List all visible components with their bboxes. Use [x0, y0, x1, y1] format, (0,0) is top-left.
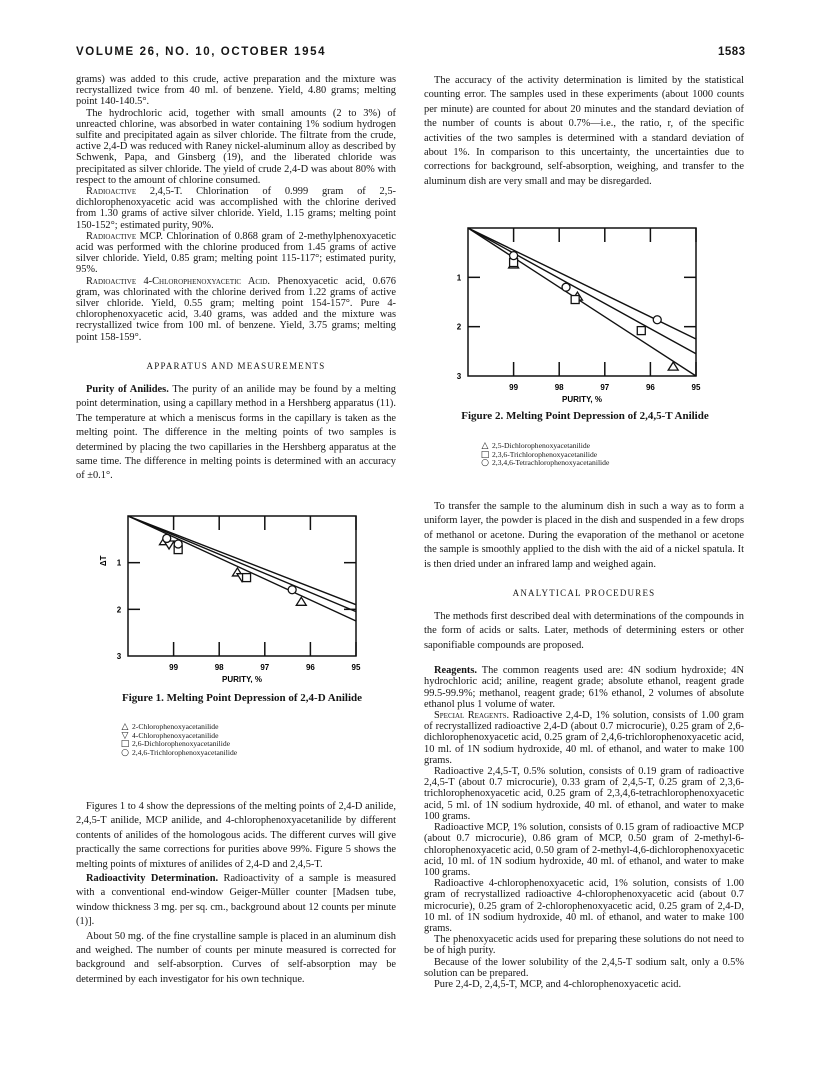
x-axis-label: PURITY, % — [221, 675, 263, 683]
run-in-head: Radioactive — [86, 186, 137, 198]
data-point-triangle-up — [296, 597, 306, 605]
run-in-head: Radioactive 4-Chlorophenoxyacetic Acid. — [86, 275, 271, 287]
paragraph-body: The purity of an anilide may be found by a melting point determination, using a capillary method in a Hershberg apparatus (11). The temperature at which a meniscus forms in the capillary is taken as the melting point. The difference in the melting points of two samples is determined by placing the two capillaries in the Hershberg apparatus at the same time. The difference in melting points is determined with an accuracy of ±0.1°. — [76, 383, 396, 482]
fitted-line — [468, 228, 696, 339]
figure-2-title: Figure 2. Melting Point Depression of 2,4,5-T Anilide — [461, 410, 709, 422]
pure-acids-paragraph: Pure 2,4-D, 2,4,5-T, MCP, and 4-chlorophenoxyacetic acid. — [434, 978, 682, 990]
paragraph-body: The common reagents used are: 4N sodium hydroxide; 4N hydrochloric acid; aniline, reagent grade; absolute ethanol, reagent grade 99.5-99.9%; methanol, reagent grade; 61% ethanol, 2 volumes of absolute ethanol plus 1 volume of water. — [424, 665, 744, 710]
transfer-paragraph: To transfer the sample to the aluminum dish in such a way as to form a uniform layer, the powder is placed in the dish and suspended in a few drops of methanol or acetone. During the evaporation of the methanol or acetone the sample is smoothly applied to the dish with the aid of a nickel spatula. It is then dried under an infrared lamp and weighed again. — [424, 501, 744, 570]
paragraph-body: 2,4,5-T. Chlorination of 0.999 gram of 2,5-dichlorophenoxyacetic acid was accomplished with the chlorine derived from 1.30 grams of active silver chloride. Yield, 1.15 grams; melting point 150-152°; estimated purity, 90%. — [76, 186, 396, 231]
paragraph-body: Radioactivity of a sample is measured with a conventional end-window Geiger-Müller counter [Madsen tube, window thickness 3 mg. per sq. cm., background about 12 counts per minute (1)]. — [76, 873, 396, 928]
radioactive-245t-solution-paragraph: Radioactive 2,4,5-T, 0.5% solution, consists of 0.19 gram of radioactive 2,4,5-T (about 0.7 microcurie), 0.33 gram of 2,4,5-T, 0.25 gram of 2,3,6-trichlorophenoxyacetic acid, 0.25 gram of 2,3,4,6-tetrachlorophenoxyacetic acid, 5 ml. of 1N sodium hydroxide, 40 ml. of ethanol, and water to make 100 grams. — [424, 766, 744, 822]
fitted-line — [128, 516, 356, 605]
data-point-circle — [163, 534, 171, 542]
figure-2-legend — [478, 442, 609, 468]
x-tick-label: 97 — [260, 663, 270, 672]
legend-label: 2,5-Dichlorophenoxyacetanilide — [492, 441, 591, 450]
triangle-up-icon: △ — [481, 441, 489, 451]
section-heading-apparatus: APPARATUS AND MEASUREMENTS — [146, 360, 326, 371]
paragraph-body: Phenoxyacetic acid, 0.676 gram, was chlorinated with the chlorine derived from 1.22 grams of active silver chloride. Yield, 0.55 gram; melting point 154-157°. Pure 4-chlorophenoxyacetic acid, 3.40 grams, was added and the mixture was recrystallized twice from 100 ml. of benzene. Yield, 3.75 grams; melting point 158-159°. — [76, 275, 396, 343]
fitted-line — [468, 228, 696, 354]
x-tick-label: 96 — [645, 383, 655, 392]
square-icon: □ — [480, 449, 490, 460]
legend-label: 2,4,6-Trichlorophenoxyacetanilide — [132, 747, 238, 757]
y-axis-label: ΔT — [99, 555, 108, 567]
figure-1-title: Figure 1. Melting Point Depression of 2,4-D Anilide — [121, 692, 363, 704]
data-point-circle — [562, 283, 570, 291]
x-tick-label: 99 — [509, 383, 519, 392]
fitted-line — [128, 516, 356, 621]
radioactive-4cpa-paragraph — [76, 276, 396, 343]
figure-2 — [430, 218, 720, 413]
legend-label: 2-Chlorophenoxyacetanilide — [132, 722, 219, 731]
run-in-head: Radioactivity Determination. — [86, 873, 219, 885]
methods-paragraph: The methods first described deal with determinations of the compounds in the form of acids or salts. Later, methods of determining esters or other saponifiable compounds are proposed. — [424, 611, 744, 651]
y-tick-label: 3 — [456, 372, 462, 381]
run-in-head: Purity of Anilides. — [86, 383, 169, 395]
figure-1-caption — [92, 692, 392, 705]
x-tick-label: 99 — [169, 663, 179, 672]
about-50mg-paragraph: About 50 mg. of the fine crystalline sample is placed in an aluminum dish and weighed. The number of counts per minute measured is corrected for background and self-absorption. Curves of self-absorption may be determined by each investigator for his own technique. — [76, 930, 396, 985]
y-tick-label: 1 — [456, 273, 462, 283]
figure-2-chart — [430, 218, 720, 408]
special-reagents-paragraph — [424, 710, 744, 766]
left-column-top — [76, 74, 396, 484]
figure-2-caption — [455, 410, 715, 423]
prep-paragraph-1: grams) was added to this crude, active preparation and the mixture was recrystallized twice from 40 ml. of benzene. Yield, 4.80 grams; melting point 140-140.5°. — [76, 74, 396, 108]
circle-icon: ○ — [121, 747, 129, 758]
legend-item — [118, 749, 237, 758]
x-tick-label: 98 — [214, 663, 224, 672]
figure-1-chart — [90, 508, 380, 683]
figure-1 — [90, 508, 380, 688]
phenoxyacetic-purity-paragraph: The phenoxyacetic acids used for preparing these solutions do not need to be of high purity. — [424, 934, 744, 957]
triangle-down-icon: ▽ — [121, 730, 129, 741]
radioactive-mcp-solution-paragraph: Radioactive MCP, 1% solution, consists of 0.15 gram of radioactive MCP (about 0.7 microcurie), 0.86 gram of MCP, 0.50 gram of 2-methyl-6-chlorophenoxyacetic acid, 0.50 gram of 2-methyl-4,6-dichlorophenoxyacetic acid, 10 ml. of 1N sodium hydroxide, 40 ml. of ethanol, and water to make 100 grams. — [424, 822, 744, 878]
reagents-paragraph — [424, 665, 744, 710]
x-tick-label: 97 — [600, 383, 610, 392]
run-in-head: Special Reagents. — [434, 710, 510, 722]
radioactive-mcp-paragraph — [76, 231, 396, 276]
fitted-line — [128, 516, 356, 612]
x-tick-label: 98 — [554, 383, 564, 392]
run-in-head: Reagents. — [434, 665, 477, 677]
x-tick-label: 95 — [691, 383, 701, 392]
page-number: 1583 — [718, 46, 746, 58]
y-tick-label: 2 — [116, 605, 122, 615]
run-in-head: Radioactive — [86, 230, 137, 242]
data-point-circle — [288, 586, 296, 594]
legend-label: 2,6-Dichlorophenoxyacetanilide — [132, 739, 231, 749]
data-point-square — [571, 296, 579, 304]
purity-paragraph — [76, 383, 396, 484]
solubility-paragraph: Because of the lower solubility of the 2,4,5-T sodium salt, only a 0.5% solution can be prepared. — [424, 956, 744, 979]
x-tick-label: 95 — [351, 663, 361, 672]
left-column-bottom — [76, 800, 396, 987]
prep-paragraph-2: The hydrochloric acid, together with small amounts (2 to 3%) of unreacted chlorine, was absorbed in water containing 1% sodium hydrogen sulfite and precipitated again as silver chloride. The filtrate from the crude, active 2,4-D was reduced with Raney nickel-aluminum alloy as described by Schwenk, Papa, and Ginsberg (19), and the liberated chloride was precipitated as silver chloride. The yield of crude 2,4-D was about 80% with respect to the amount of chlorine consumed. — [76, 107, 396, 186]
data-point-square — [637, 327, 645, 335]
x-tick-label: 96 — [305, 663, 315, 672]
data-point-circle — [174, 540, 182, 548]
circle-icon: ○ — [481, 458, 489, 469]
y-tick-label: 2 — [456, 322, 462, 332]
legend-label: 2,3,6-Trichlorophenoxyacetanilide — [492, 449, 598, 459]
legend-item — [478, 459, 609, 468]
square-icon: □ — [120, 739, 130, 750]
accuracy-paragraph: The accuracy of the activity determination is limited by the statistical counting error. The samples used in these experiments (about 1000 counts per minute) are counted for about 20 minutes and the standard deviation of the number of counts is about 0.7%—i.e., the ratio, r, of the specific activities of the two samples is determined with a standard deviation of about 1%. In comparison to this uncertainty, the uncertainties due to corrections for background, self-absorption, weighing, and transfer to the aluminum dish are very small and may be disregarded. — [424, 75, 744, 187]
data-point-circle — [510, 252, 518, 260]
fitted-line — [468, 228, 696, 376]
radioactivity-paragraph — [76, 872, 396, 930]
figure-1-legend — [118, 723, 237, 757]
radioactive-4cpa-solution-paragraph: Radioactive 4-chlorophenoxyacetic acid, 1% solution, consists of 1.00 gram of recrystallized radioactive 4-chlorophenoxyacetic acid (about 0.7 microcurie), 0.25 gram of 2-chlorophenoxyacetic acid, 0.25 gram of 2,4-D, 10 ml. of 1N sodium hydroxide, 40 ml. of ethanol, and water to make 100 grams. — [424, 878, 744, 934]
paragraph-body: MCP. Chlorination of 0.868 gram of 2-methylphenoxyacetic acid was performed with the chlorine produced from 1.45 grams of active silver chloride. Yield, 0.85 gram; melting point 115-117°; estimated purity, 95%. — [76, 230, 396, 276]
triangle-up-icon: △ — [121, 722, 129, 732]
section-heading-analytical: ANALYTICAL PROCEDURES — [512, 588, 656, 599]
legend-label: 4-Chlorophenoxyacetanilide — [132, 730, 219, 740]
radioactive-245t-paragraph — [76, 186, 396, 231]
x-axis-label: PURITY, % — [561, 395, 603, 404]
y-tick-label: 3 — [116, 652, 122, 661]
right-column-bottom — [424, 500, 744, 990]
data-point-circle — [653, 316, 661, 324]
data-point-square — [243, 574, 251, 582]
journal-header: VOLUME 26, NO. 10, OCTOBER 1954 — [76, 46, 327, 58]
figures-paragraph: Figures 1 to 4 show the depressions of the melting points of 2,4-D anilide, 2,4,5-T anilide, MCP anilide, and 4-chlorophenoxyacetanilide by different contents of anilides of the homologous acids. The different curves will give practically the same corrections for purities above 99%. Figure 5 shows the melting points of mixtures of anilides of 2,4-D and 2,4,5-T. — [76, 801, 396, 870]
legend-label: 2,3,4,6-Tetrachlorophenoxyacetanilide — [492, 458, 610, 468]
plot-frame — [128, 516, 356, 656]
y-tick-label: 1 — [116, 558, 122, 568]
paragraph-body: Radioactive 2,4-D, 1% solution, consists of 1.00 gram of recrystallized radioactive 2,4-D (about 0.7 microcurie), 0.25 gram of 2,6-dichlorophenoxyacetic acid, 0.25 gram of 2,4,6-trichlorophenoxyacetic acid, 10 ml. of 1N sodium hydroxide, 40 ml. of ethanol, and water to make 100 grams. — [424, 710, 744, 766]
right-column-top — [424, 74, 744, 189]
